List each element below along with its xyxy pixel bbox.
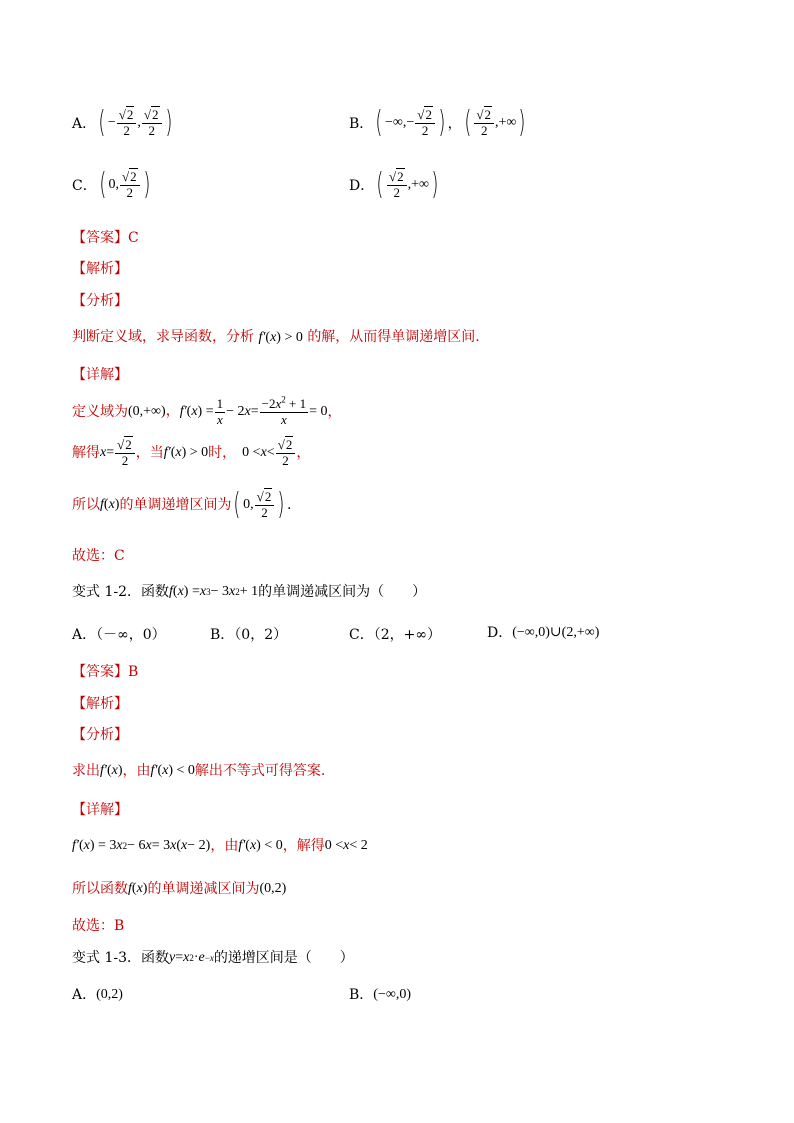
option-label: C． [72, 178, 97, 195]
detail-line-1: 定义域为 (0,+∞) ， f′ ( x ) = $\frac{1}{x}$ − 2 x = $\frac{-2x^2 + 1}{x}$ = 0 ， [72, 394, 342, 427]
q2-option-c: C．（2，+∞） [349, 627, 442, 643]
fenxi-text: 判断定义域，求导函数，分析 f′(x) > 0 的解，从而得单调递增区间. [72, 329, 480, 345]
q2-option-d: D． (−∞,0)∪(2,+∞) [487, 625, 600, 641]
q1-option-c [72, 167, 152, 203]
q3-option-b: B． (−∞,0) [349, 987, 411, 1003]
math-interval: ( − $\frac{√2}{2}$ , $\frac{√2}{2}$ ) [98, 105, 172, 141]
fenxi-heading: 【分析】 [72, 293, 128, 309]
option-label: D． [349, 178, 375, 195]
option-label: A． [72, 116, 97, 133]
math-interval: ( $\frac{√2}{2}$ ,+∞ ) [376, 167, 439, 203]
answer-choice: 故选：C [72, 548, 125, 564]
answer-line: 【答案】C [72, 230, 139, 246]
xiangjie-heading: 【详解】 [72, 367, 128, 383]
q1-option-b [349, 105, 528, 141]
jiexi-heading-2: 【解析】 [72, 696, 128, 712]
answer-choice-2: 故选：B [72, 918, 125, 934]
detail-line-2: 解得 x = $\frac{√2}{2}$ ，当 f′ ( x ) > 0 时， 0 < x < $\frac{√2}{2}$ ， [72, 437, 311, 468]
q1-option-d [349, 167, 441, 203]
detail-line-3: 所以 f ( x ) 的单调递增区间为 ( 0, $\frac{√2}{2}$ ) . [72, 487, 292, 523]
detail-2-line-2: 所以函数 f ( x ) 的单调递减区间为 (0,2) [72, 881, 287, 897]
q2-option-a: A．（－∞，0） [72, 627, 166, 643]
q1-option-a [72, 105, 174, 141]
option-label: B． [349, 116, 374, 133]
math-expr: (0,+∞) ， f′ ( x ) = $\frac{1}{x}$ − 2 x = $\frac{-2x^2 + 1}{x}$ = 0 [128, 394, 328, 427]
fenxi-text-2: 求出 f′ ( x ) ，由 f′ ( x ) < 0 解出不等式可得答案. [72, 763, 326, 779]
math-expr: x = $\frac{√2}{2}$ [100, 438, 136, 469]
answer-line-2: 【答案】B [72, 664, 139, 680]
detail-2-line-1: f′ ( x ) = 3 x 2 − 6 x = 3 x ( x − 2) ，由 f′ ( x ) < 0 ，解得 0 < x < 2 [72, 838, 368, 854]
q2-option-b: B．（0，2） [210, 627, 288, 643]
jiexi-heading: 【解析】 [72, 261, 128, 277]
q3-option-a: A． (0,2) [72, 987, 123, 1003]
question-1-2: 变式 1-2．函数 f ( x ) = x 3 − 3 x 2 + 1 的单调递减区间为（ ） [72, 584, 427, 600]
math-interval: ( 0, $\frac{√2}{2}$ ) [99, 167, 150, 203]
question-1-3: 变式 1-3．函数 y = x 2 · e −x 的递增区间是（ ） [72, 950, 354, 966]
xiangjie-heading-2: 【详解】 [72, 802, 128, 818]
math-interval: ( −∞,− $\frac{√2}{2}$ ) ， ( $\frac{√2}{2}$ ,+∞ ) [375, 105, 526, 141]
fenxi-heading-2: 【分析】 [72, 727, 128, 743]
